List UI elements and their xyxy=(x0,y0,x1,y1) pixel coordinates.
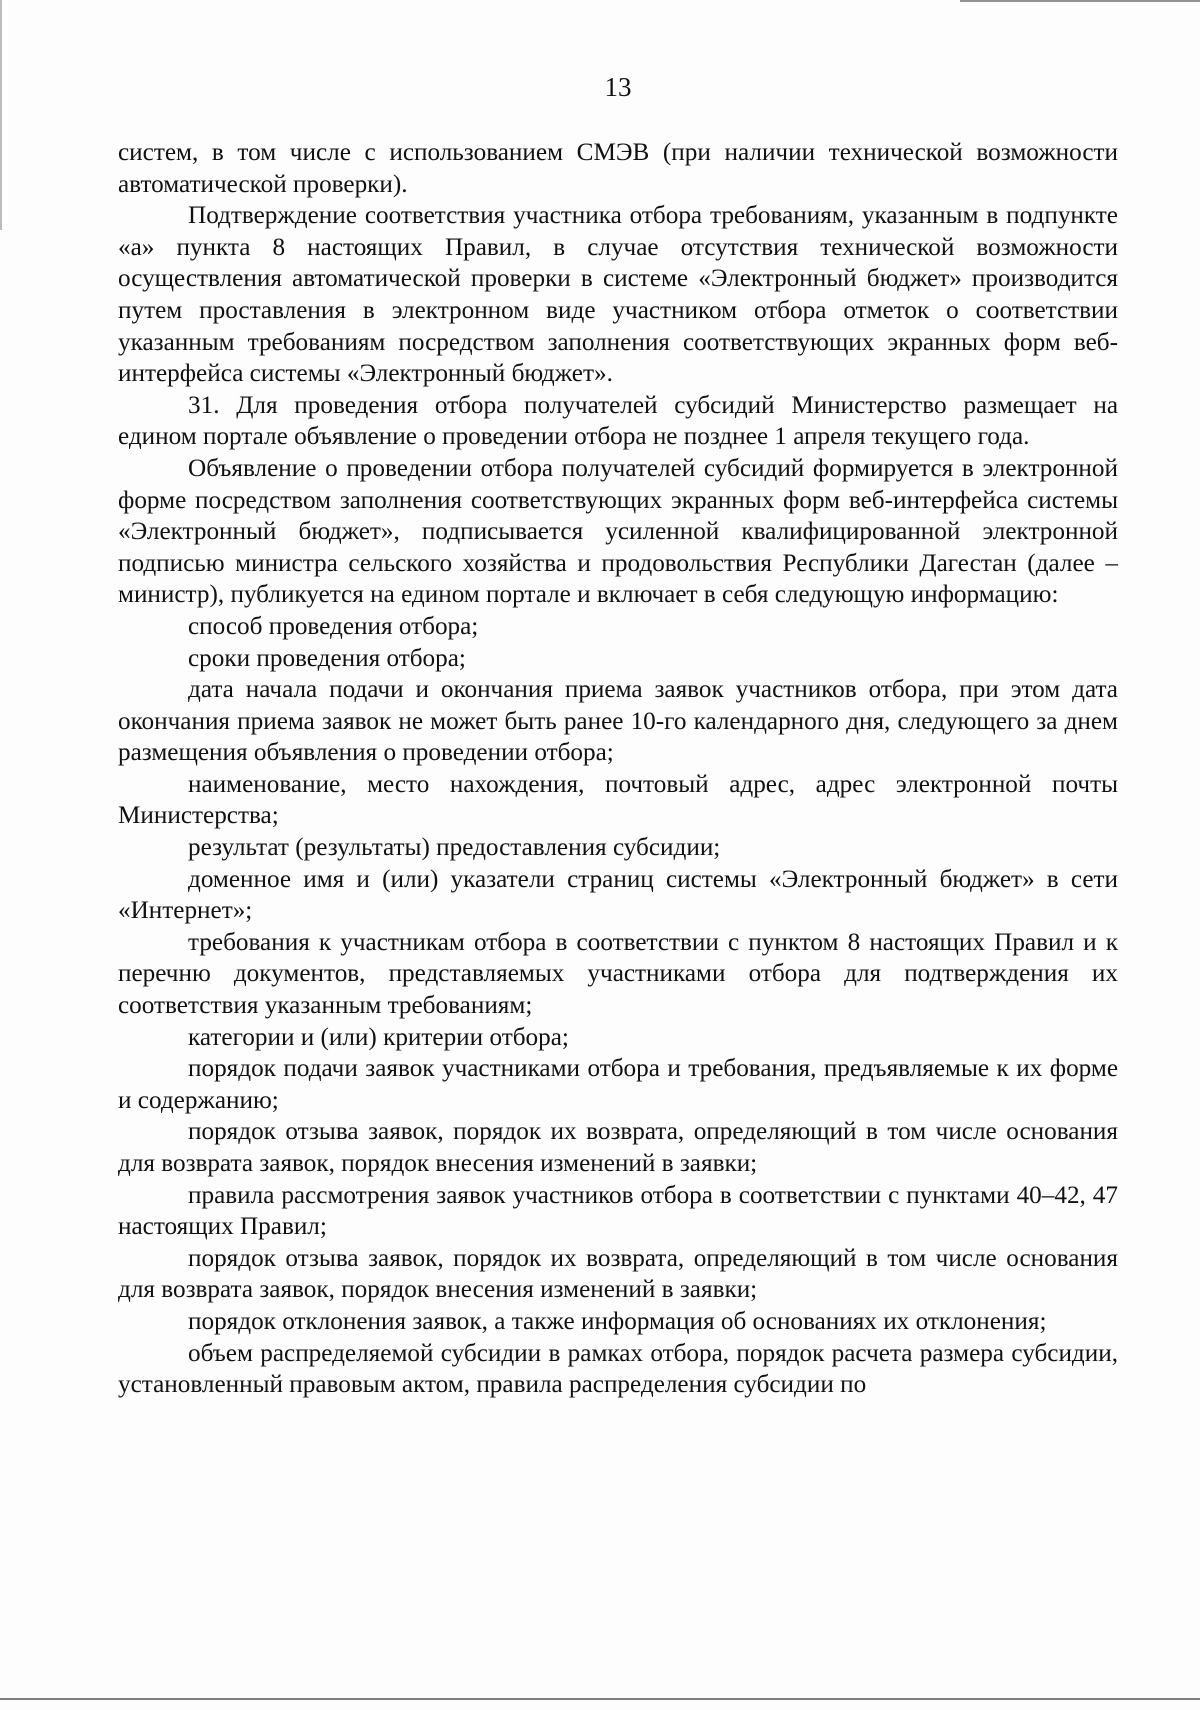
list-item: порядок подачи заявок участниками отбора и требования, предъявляемые к их форме и содержанию; xyxy=(118,1055,1118,1114)
paragraph: Подтверждение соответствия участника отбора требованиям, указанным в подпункте «а» пункта 8 настоящих Правил, в случае отсутствия технической возможности осуществления автоматической проверки в системе «Электронный бюджет» производится путем проставления в электронном виде участником отбора отметок о соответствии указанным требованиям посредством заполнения соответствующих экранных форм веб-интерфейса системы «Электронный бюджет». xyxy=(118,202,1118,388)
list-item: дата начала подачи и окончания приема заявок участников отбора, при этом дата окончания приема заявок не может быть ранее 10-го календарного дня, следующего за днем размещения объявления о проведении отбора; xyxy=(118,676,1118,767)
list-item: порядок отклонения заявок, а также информация об основаниях их отклонения; xyxy=(188,1307,1047,1335)
paragraph: систем, в том числе с использованием СМЭВ (при наличии технической возможности автоматической проверки). xyxy=(118,139,1118,198)
scan-bottom-rule xyxy=(0,1698,1200,1700)
paragraph: Объявление о проведении отбора получателей субсидий формируется в электронной форме посредством заполнения соответствующих экранных форм веб-интерфейса системы «Электронный бюджет», подписывается усиленной квалифицированной электронной подписью министра сельского хозяйства и продовольствия Республики Дагестан (далее – министр), публикуется на едином портале и включает в себя следующую информацию: xyxy=(118,454,1118,609)
list-item: доменное имя и (или) указатели страниц системы «Электронный бюджет» в сети «Интернет»; xyxy=(118,865,1118,925)
list-item: порядок отзыва заявок, порядок их возврата, определяющий в том числе основания для возврата заявок, порядок внесения изменений в заявки; xyxy=(118,1244,1118,1304)
list-item: наименование, место нахождения, почтовый адрес, адрес электронной почты Министерства; xyxy=(118,770,1118,830)
scan-top-rule xyxy=(960,0,1200,2)
document-body xyxy=(118,137,1118,1401)
list-item: порядок отзыва заявок, порядок их возврата, определяющий в том числе основания для возврата заявок, порядок внесения изменений в заявки; xyxy=(118,1118,1118,1177)
list-item: категории и (или) критерии отбора; xyxy=(188,1023,569,1051)
list-item: объем распределяемой субсидии в рамках отбора, порядок расчета размера субсидии, установленный правовым актом, правила распределения субсидии по xyxy=(118,1339,1118,1399)
scan-left-edge xyxy=(0,0,2,230)
list-item: способ проведения отбора; xyxy=(188,612,479,640)
paragraph: 31. Для проведения отбора получателей субсидий Министерство размещает на едином портале объявление о проведении отбора не позднее 1 апреля текущего года. xyxy=(118,391,1118,451)
list-item: правила рассмотрения заявок участников отбора в соответствии с пунктами 40–42, 47 настоящих Правил; xyxy=(118,1181,1118,1241)
list-item: сроки проведения отбора; xyxy=(188,644,466,672)
list-item: результат (результаты) предоставления субсидии; xyxy=(188,834,721,862)
list-item: требования к участникам отбора в соответствии с пунктом 8 настоящих Правил и к перечню документов, представляемых участниками отбора для подтверждения их соответствия указанным требованиям; xyxy=(118,928,1118,1020)
page-number: 13 xyxy=(604,72,632,102)
